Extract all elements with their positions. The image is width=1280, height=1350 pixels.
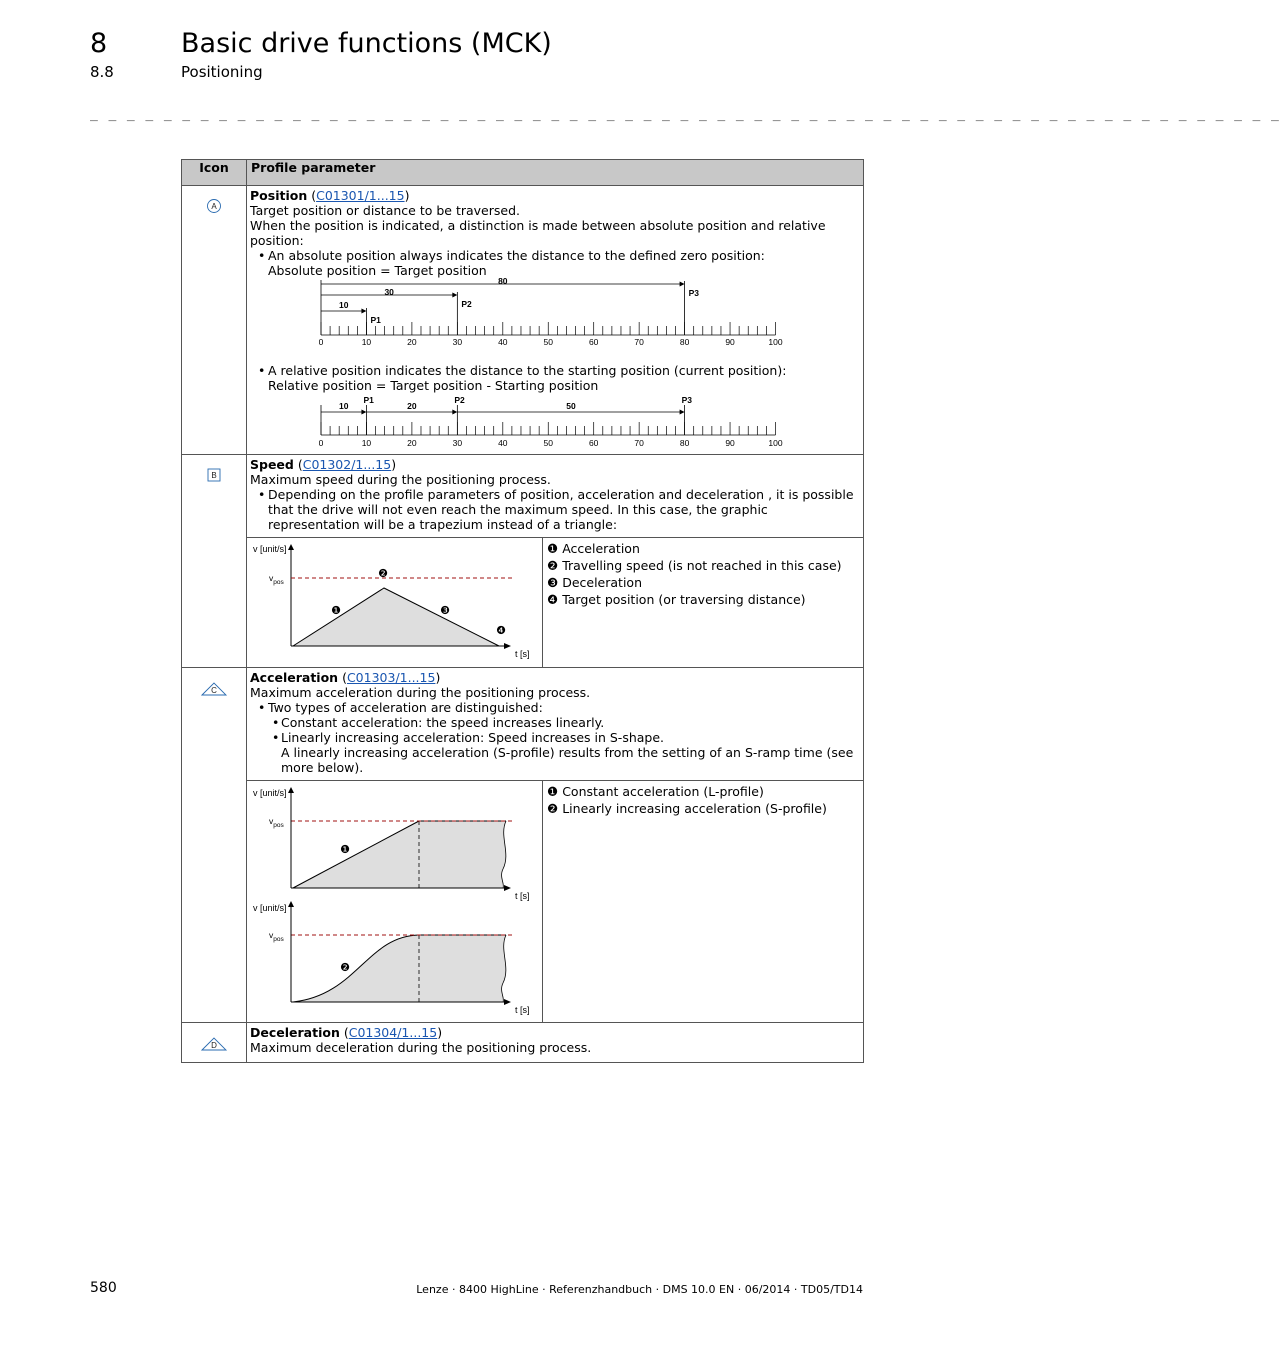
accel-graph1-xlabel: t [s] xyxy=(515,891,530,901)
rel-point-label: P1 xyxy=(363,395,374,405)
position-title: Position xyxy=(250,188,308,203)
speed-legend-item xyxy=(543,540,863,557)
icon-cell-deceleration xyxy=(182,1023,247,1063)
accel-graph2-vpos-label xyxy=(269,930,284,943)
scale-tick-label: 20 xyxy=(407,438,417,448)
speed-desc: Maximum speed during the positioning process. xyxy=(250,472,551,487)
speed-graph-ylabel: v [unit/s] xyxy=(253,544,287,554)
rel-distance-label: 50 xyxy=(566,401,576,411)
acceleration-ramp-icon xyxy=(199,678,229,698)
accel-graph2-x-arrow xyxy=(504,999,511,1005)
speed-legend-item xyxy=(543,557,863,574)
footer-text: Lenze · 8400 HighLine · Referenzhandbuch · DMS 10.0 EN · 06/2014 · TD05/TD14 xyxy=(416,1283,863,1296)
abs-distance-label: 30 xyxy=(384,287,394,297)
speed-legend-text: Travelling speed (is not reached in this case) xyxy=(562,558,842,573)
deceleration-cell: Deceleration (C01304/1...15) Maximum deceleration during the positioning process. xyxy=(247,1023,864,1063)
acceleration-cell: Acceleration (C01303/1...15) Maximum acceleration during the positioning process. • Two types of acceleration are distinguished: • Constant acceleration: the speed increases linearly. • Linearly increasing acceleration: Speed increases in S-shape. A linearly increasing acceleration (S-profile) results from the setting of an S-ramp time (see more below). v [unit/s] $v_{pos}$ ❶ t [s] v [unit/s] $v_{pos}$ ❷ t [s] ❶ Constant acceleration (L-profile) ❷ Linearly increasing acceleration (S-profile) xyxy=(247,668,864,1023)
profile-parameter-table xyxy=(181,159,864,1063)
position-bullet-relative: • A relative position indicates the distance to the starting position (current position): xyxy=(250,363,859,378)
col-header-icon: Icon xyxy=(182,160,247,186)
acceleration-legend-item xyxy=(543,783,863,800)
chapter-title: Basic drive functions (MCK) xyxy=(181,28,552,59)
accel-graph1-vpos-label xyxy=(269,816,284,829)
scale-tick-label: 50 xyxy=(543,438,553,448)
speed-profile-triangle xyxy=(293,588,499,646)
scale-tick-label: 90 xyxy=(725,438,735,448)
scale-tick-label: 40 xyxy=(498,337,508,347)
acceleration-legend-mark: ❷ xyxy=(547,801,559,816)
speed-legend-mark: ❹ xyxy=(547,592,559,607)
rel-distance-label: 10 xyxy=(338,401,349,411)
rel-distance-label: 20 xyxy=(407,401,417,411)
accel-s-profile-area xyxy=(293,935,506,1002)
abs-arrow-head xyxy=(452,293,457,298)
acceleration-title: Acceleration xyxy=(250,670,339,685)
header-separator: _ _ _ _ _ _ _ _ _ _ _ _ _ _ _ _ _ _ _ _ _ _ _ _ _ _ _ _ _ _ _ _ _ _ _ _ _ _ _ _ _ _ _ _ _ _ _ _ _ _ _ _ _ _ _ _ _ _ _ _ _ _ _ _ _ xyxy=(90,107,1280,122)
accel-marker-2: ❷ xyxy=(340,962,350,974)
acceleration-s-profile-note: A linearly increasing acceleration (S-profile) results from the setting of an S-ramp time (see more below). xyxy=(281,745,854,775)
acceleration-code-link[interactable]: C01303/1...15 xyxy=(346,670,436,685)
position-code-link[interactable]: C01301/1...15 xyxy=(316,188,405,203)
abs-arrow-head xyxy=(680,282,685,287)
acceleration-desc: Maximum acceleration during the positioning process. xyxy=(250,685,591,700)
acceleration-legend-text: Linearly increasing acceleration (S-profile) xyxy=(562,801,827,816)
scale-tick-label: 0 xyxy=(318,337,324,347)
abs-point-label: P3 xyxy=(688,288,700,298)
acceleration-graphs xyxy=(247,781,542,1019)
acceleration-legend-item xyxy=(543,800,863,817)
rel-arrow-head xyxy=(361,410,366,415)
speed-vpos-label-sub: pos xyxy=(273,579,284,586)
speed-legend-mark: ❷ xyxy=(547,558,559,573)
accel-graph1-vpos-sub: pos xyxy=(273,822,284,829)
accel-marker-1: ❶ xyxy=(340,844,350,856)
acceleration-sub-bullet-linear: • Linearly increasing acceleration: Speed increases in S-shape. xyxy=(250,730,859,745)
section-title: Positioning xyxy=(181,63,263,81)
speed-cell: Speed (C01302/1...15) Maximum speed during the positioning process. • Depending on the profile parameters of position, acceleration and deceleration , it is possible that the drive will not even reach the maximum speed. In this case, the graphic representation will be a trapezium instead of a triangle: v [unit/s] $v_{pos}$ ❷ ❶ ❸ ❹ t [s] ❶ Acceleration ❷ Travelling speed (is not reached in this case) ❸ Deceleration ❹ Target position (or traversing distance) xyxy=(247,455,864,668)
speed-code-link[interactable]: C01302/1...15 xyxy=(302,457,392,472)
scale-tick-label: 40 xyxy=(498,438,508,448)
abs-point-label: P2 xyxy=(461,299,472,309)
speed-marker-3: ❸ xyxy=(440,605,450,617)
speed-marker-4: ❹ xyxy=(496,625,506,637)
deceleration-code-link[interactable]: C01304/1...15 xyxy=(348,1025,438,1040)
scale-tick-label: 100 xyxy=(768,337,783,347)
position-circle-icon xyxy=(204,196,224,216)
abs-arrow-head xyxy=(361,309,366,314)
speed-legend-text: Target position (or traversing distance) xyxy=(562,592,806,607)
accel-graph2-y-arrow xyxy=(288,901,294,907)
scale-tick-label: 60 xyxy=(588,337,599,347)
scale-tick-label: 10 xyxy=(361,337,372,347)
speed-legend xyxy=(543,538,863,608)
deceleration-desc: Maximum deceleration during the positioning process. xyxy=(250,1040,592,1055)
table-row-acceleration xyxy=(182,668,864,1023)
accel-graph2-vpos-main: v xyxy=(269,930,274,940)
scale-tick-label: 60 xyxy=(588,438,599,448)
deceleration-ramp-icon xyxy=(199,1033,229,1053)
scale-tick-label: 10 xyxy=(361,438,372,448)
chapter-number: 8 xyxy=(90,28,108,59)
scale-tick-label: 30 xyxy=(452,337,463,347)
acceleration-legend-text: Constant acceleration (L-profile) xyxy=(562,784,764,799)
scale-tick-label: 80 xyxy=(679,438,690,448)
acceleration-icon-letter: C xyxy=(211,686,217,695)
absolute-position-diagram xyxy=(250,278,850,360)
rel-arrow-head xyxy=(680,410,685,415)
speed-legend-text: Deceleration xyxy=(562,575,642,590)
deceleration-icon-letter: D xyxy=(211,1041,217,1050)
speed-legend-mark: ❶ xyxy=(547,541,559,556)
abs-distance-label: 80 xyxy=(498,276,508,286)
speed-legend-item xyxy=(543,574,863,591)
speed-title: Speed xyxy=(250,457,294,472)
abs-point-label: P1 xyxy=(370,315,381,325)
speed-graph-xlabel: t [s] xyxy=(515,649,530,659)
acceleration-sub-bullet-constant: • Constant acceleration: the speed increases linearly. xyxy=(250,715,859,730)
section-number: 8.8 xyxy=(90,63,114,81)
accel-graph1-y-arrow xyxy=(288,787,294,793)
scale-tick-label: 90 xyxy=(725,337,735,347)
position-desc: Target position or distance to be traversed. xyxy=(250,203,520,218)
acceleration-bullet: • Two types of acceleration are distinguished: xyxy=(250,700,859,715)
accel-graph2-xlabel: t [s] xyxy=(515,1005,530,1015)
acceleration-legend xyxy=(543,781,863,817)
table-header-row xyxy=(182,160,864,186)
accel-graph1-vpos-main: v xyxy=(269,816,274,826)
position-icon-letter: A xyxy=(211,202,217,211)
col-header-profile-parameter: Profile parameter xyxy=(247,160,864,186)
icon-cell-position xyxy=(182,186,247,455)
scale-tick-label: 30 xyxy=(452,438,463,448)
accel-graph2-ylabel: v [unit/s] xyxy=(253,903,287,913)
rel-point-label: P3 xyxy=(681,395,693,405)
scale-tick-label: 100 xyxy=(768,438,783,448)
speed-legend-item xyxy=(543,591,863,608)
scale-tick-label: 0 xyxy=(318,438,324,448)
position-formula-absolute: Absolute position = Target position xyxy=(268,263,487,278)
acceleration-graph-table xyxy=(247,780,863,1022)
speed-graph-x-arrow xyxy=(504,643,511,649)
accel-graph2-vpos-sub: pos xyxy=(273,936,284,943)
speed-icon-letter: B xyxy=(211,471,217,480)
position-bullet-absolute: • An absolute position always indicates the distance to the defined zero position: xyxy=(250,248,859,263)
position-cell: Position (C01301/1...15) Target position or distance to be traversed. When the position is indicated, a distinction is made between absolute position and relative position: • An absolute position always indicates the distance to the defined zero position: Absolute position = Target position 0 10 20 30 40 50 60 70 80 90 100 10 P1 30 P2 80 P3 • A relative position indicates the distance to the starting position (current position): Relative position = Target position - Starting position 0 10 20 30 40 50 60 70 80 90 100 10 P1 20 P2 50 P3 xyxy=(247,186,864,455)
page-number: 580 xyxy=(90,1280,117,1296)
scale-tick-label: 70 xyxy=(634,438,644,448)
speed-legend-text: Acceleration xyxy=(562,541,640,556)
table-row-position xyxy=(182,186,864,455)
rel-arrow-head xyxy=(452,410,457,415)
icon-cell-speed xyxy=(182,455,247,668)
accel-graph1-ylabel: v [unit/s] xyxy=(253,788,287,798)
speed-square-icon xyxy=(204,465,224,485)
speed-graph-table xyxy=(247,537,863,667)
acceleration-legend-mark: ❶ xyxy=(547,784,559,799)
scale-tick-label: 20 xyxy=(407,337,417,347)
scale-tick-label: 50 xyxy=(543,337,553,347)
scale-tick-label: 80 xyxy=(679,337,690,347)
speed-bullet: • Depending on the profile parameters of position, acceleration and deceleration , it is possible that the drive will not even reach the maximum speed. In this case, the graphic representation will be a trapezium instead of a triangle: xyxy=(250,487,859,532)
speed-vpos-label-main: v xyxy=(269,573,274,583)
speed-vpos-label xyxy=(269,573,284,586)
speed-marker-2: ❷ xyxy=(378,568,388,580)
table-row-deceleration xyxy=(182,1023,864,1063)
rel-point-label: P2 xyxy=(454,395,465,405)
table-row-speed xyxy=(182,455,864,668)
speed-legend-mark: ❸ xyxy=(547,575,559,590)
scale-tick-label: 70 xyxy=(634,337,644,347)
position-distinction: When the position is indicated, a distinction is made between absolute position and relative position: xyxy=(250,218,826,248)
accel-graph1-x-arrow xyxy=(504,885,511,891)
position-formula-relative: Relative position = Target position - Starting position xyxy=(268,378,599,393)
relative-position-diagram xyxy=(250,393,850,449)
deceleration-title: Deceleration xyxy=(250,1025,340,1040)
speed-triangle-graph xyxy=(247,538,542,664)
abs-distance-label: 10 xyxy=(338,300,349,310)
speed-marker-1: ❶ xyxy=(331,605,341,617)
icon-cell-acceleration xyxy=(182,668,247,1023)
speed-graph-y-arrow xyxy=(288,544,294,550)
